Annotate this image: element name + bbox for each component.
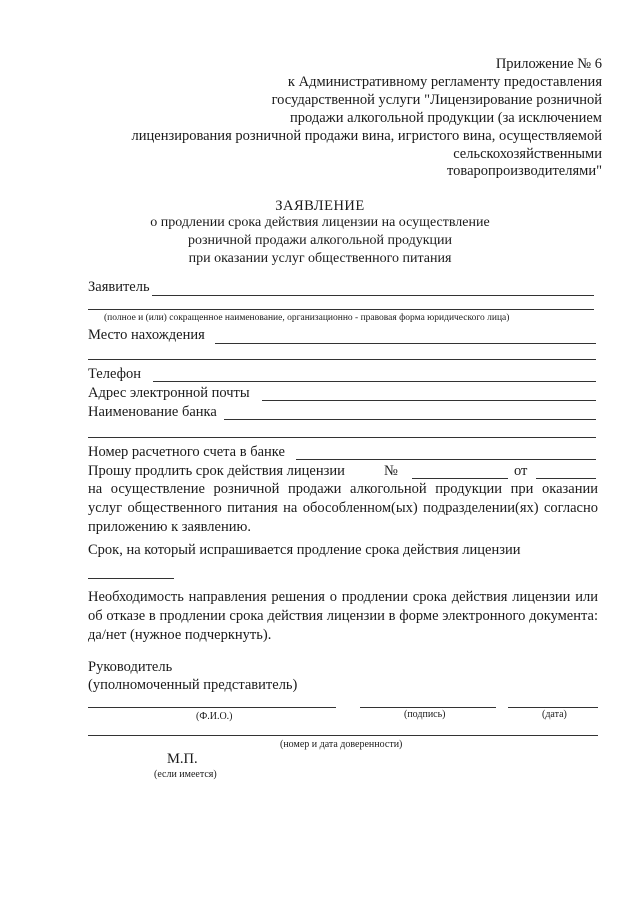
date-line bbox=[508, 707, 598, 708]
account-line bbox=[296, 459, 596, 460]
appendix-line-4: продажи алкогольной продукции (за исключением bbox=[290, 110, 602, 126]
email-line bbox=[262, 400, 596, 401]
bank-line bbox=[224, 419, 596, 420]
license-date-line bbox=[536, 478, 596, 479]
term-line bbox=[88, 578, 174, 579]
title-subline-2: розничной продажи алкогольной продукции bbox=[187, 233, 453, 248]
request-body: на осуществление розничной продажи алкогольной продукции при оказании услуг общественного питания на обособленном(ых) подразделении(ях) согласно приложению к заявлению. bbox=[88, 481, 598, 535]
head-label: Руководитель bbox=[88, 659, 173, 675]
applicant-line bbox=[152, 295, 594, 296]
title-subline-1: о продлении срока действия лицензии на осуществление bbox=[150, 215, 490, 230]
location-label: Место нахождения bbox=[88, 327, 205, 343]
phone-label: Телефон bbox=[88, 366, 141, 382]
location-line bbox=[215, 343, 596, 344]
representative-label: (уполномоченный представитель) bbox=[88, 677, 298, 693]
license-number-line bbox=[412, 478, 508, 479]
document-title: ЗАЯВЛЕНИЕ bbox=[275, 198, 365, 214]
sign-hint: (подпись) bbox=[404, 709, 446, 720]
date-hint: (дата) bbox=[542, 709, 567, 720]
appendix-line-1: Приложение № 6 bbox=[495, 56, 602, 72]
appendix-line-5: лицензирования розничной продажи вина, игристого вина, осуществляемой bbox=[131, 128, 602, 144]
bank-label: Наименование банка bbox=[88, 404, 217, 420]
term-text: Срок, на который испрашивается продление срока действия лицензии bbox=[88, 542, 521, 558]
location-line-2 bbox=[88, 359, 596, 360]
appendix-line-6: сельскохозяйственными bbox=[453, 146, 602, 162]
bank-line-2 bbox=[88, 437, 596, 438]
stamp-hint: (если имеется) bbox=[154, 769, 217, 780]
appendix-line-3: государственной услуги "Лицензирование розничной bbox=[271, 92, 602, 108]
decision-text: Необходимость направления решения о продлении срока действия лицензии или об отказе в продлении срока действия лицензии в форме электронного документа: да/нет (нужное подчеркнуть). bbox=[88, 589, 598, 643]
license-number-sign: № bbox=[384, 463, 398, 479]
applicant-hint: (полное и (или) сокращенное наименование, организационно - правовая форма юридического лица) bbox=[104, 313, 510, 323]
applicant-label: Заявитель bbox=[88, 279, 150, 295]
applicant-line-2 bbox=[88, 309, 594, 310]
appendix-line-7: товаропроизводителями" bbox=[447, 163, 602, 179]
appendix-line-2: к Административному регламенту предоставления bbox=[287, 74, 602, 90]
sign-line bbox=[360, 707, 496, 708]
stamp-label: М.П. bbox=[167, 751, 198, 767]
fio-hint: (Ф.И.О.) bbox=[196, 711, 233, 722]
request-prefix: Прошу продлить срок действия лицензии bbox=[88, 463, 345, 479]
title-subline-3: при оказании услуг общественного питания bbox=[188, 251, 452, 266]
phone-line bbox=[153, 381, 596, 382]
proxy-hint: (номер и дата доверенности) bbox=[280, 739, 403, 750]
account-label: Номер расчетного счета в банке bbox=[88, 444, 285, 460]
from-label: от bbox=[514, 463, 528, 479]
fio-line bbox=[88, 707, 336, 708]
proxy-line bbox=[88, 735, 598, 736]
email-label: Адрес электронной почты bbox=[88, 385, 250, 401]
